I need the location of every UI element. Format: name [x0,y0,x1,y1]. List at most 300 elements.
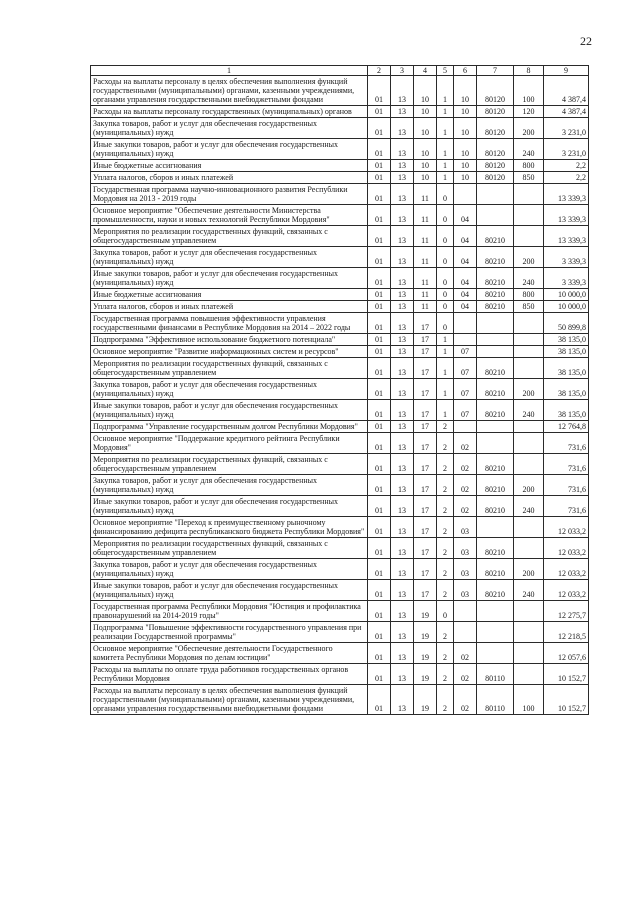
table-row [91,664,589,685]
section-code: 01 [368,454,391,475]
program-code: 11 [414,289,437,301]
subprogram-code: 2 [437,622,454,643]
table-row [91,313,589,334]
program-code: 11 [414,205,437,226]
table-row [91,301,589,313]
table-row [91,139,589,160]
subsection-code: 13 [391,400,414,421]
section-code: 01 [368,313,391,334]
expense-type-code: 200 [514,118,544,139]
event-code: 10 [454,76,477,106]
amount: 2,2 [544,172,589,184]
event-code: 04 [454,301,477,313]
direction-code [477,184,514,205]
expense-type-code [514,517,544,538]
event-code: 10 [454,139,477,160]
direction-code [477,205,514,226]
table-row [91,643,589,664]
event-code: 10 [454,106,477,118]
subprogram-code: 0 [437,601,454,622]
row-name: Подпрограмма "Эффективное использование бюджетного потенциала" [91,334,368,346]
subsection-code: 13 [391,643,414,664]
row-name: Закупка товаров, работ и услуг для обеспечения государственных (муниципальных) нужд [91,379,368,400]
section-code: 01 [368,226,391,247]
event-code: 07 [454,358,477,379]
amount: 731,6 [544,433,589,454]
subprogram-code: 2 [437,580,454,601]
row-name: Закупка товаров, работ и услуг для обеспечения государственных (муниципальных) нужд [91,559,368,580]
subprogram-code: 2 [437,433,454,454]
program-code: 17 [414,475,437,496]
subprogram-code: 1 [437,346,454,358]
subsection-code: 13 [391,172,414,184]
amount: 3 231,0 [544,139,589,160]
subsection-code: 13 [391,76,414,106]
table-row [91,172,589,184]
subprogram-code: 0 [437,313,454,334]
program-code: 17 [414,433,437,454]
table-row [91,226,589,247]
section-code: 01 [368,475,391,496]
expense-type-code: 240 [514,580,544,601]
direction-code: 80110 [477,685,514,715]
program-code: 10 [414,76,437,106]
subprogram-code: 2 [437,454,454,475]
amount: 13 339,3 [544,205,589,226]
amount: 12 764,8 [544,421,589,433]
table-header [91,66,589,76]
subprogram-code: 0 [437,247,454,268]
table-row [91,454,589,475]
column-header: 1 [91,66,368,76]
row-name: Основное мероприятие "Обеспечение деятельности Государственного комитета Республики Мордовия по делам юстиции" [91,643,368,664]
section-code: 01 [368,421,391,433]
program-code: 19 [414,643,437,664]
event-code [454,313,477,334]
expense-type-code: 100 [514,685,544,715]
table-body [91,76,589,715]
subprogram-code: 1 [437,106,454,118]
subprogram-code: 0 [437,184,454,205]
section-code: 01 [368,379,391,400]
row-name: Основное мероприятие "Переход к преимущественному рыночному финансированию дефицита республиканского бюджета Республики Мордовия" [91,517,368,538]
event-code: 04 [454,247,477,268]
subsection-code: 13 [391,184,414,205]
direction-code: 80120 [477,172,514,184]
subsection-code: 13 [391,496,414,517]
expense-type-code: 240 [514,496,544,517]
row-name: Мероприятия по реализации государственных функций, связанных с общегосударственным управлением [91,358,368,379]
table-row [91,184,589,205]
direction-code: 80120 [477,118,514,139]
subsection-code: 13 [391,301,414,313]
row-name: Подпрограмма "Управление государственным долгом Республики Мордовия" [91,421,368,433]
event-code: 10 [454,118,477,139]
table-row [91,118,589,139]
subprogram-code: 2 [437,538,454,559]
subprogram-code: 1 [437,172,454,184]
row-name: Мероприятия по реализации государственных функций, связанных с общегосударственным управлением [91,226,368,247]
expense-type-code: 200 [514,475,544,496]
row-name: Иные закупки товаров, работ и услуг для обеспечения государственных (муниципальных) нужд [91,400,368,421]
amount: 10 000,0 [544,301,589,313]
direction-code: 80210 [477,247,514,268]
expense-type-code: 240 [514,268,544,289]
event-code: 03 [454,538,477,559]
table-row [91,379,589,400]
program-code: 17 [414,559,437,580]
expense-type-code [514,643,544,664]
subprogram-code: 2 [437,559,454,580]
amount: 731,6 [544,496,589,517]
event-code: 02 [454,685,477,715]
section-code: 01 [368,643,391,664]
table-row [91,496,589,517]
section-code: 01 [368,400,391,421]
direction-code: 80210 [477,400,514,421]
subprogram-code: 1 [437,160,454,172]
table-row [91,76,589,106]
program-code: 17 [414,580,437,601]
row-name: Иные бюджетные ассигнования [91,160,368,172]
amount: 38 135,0 [544,334,589,346]
subsection-code: 13 [391,160,414,172]
amount: 3 339,3 [544,247,589,268]
amount: 12 275,7 [544,601,589,622]
event-code: 07 [454,346,477,358]
direction-code: 80120 [477,139,514,160]
column-header: 6 [454,66,477,76]
direction-code [477,346,514,358]
table-row [91,517,589,538]
section-code: 01 [368,172,391,184]
event-code: 02 [454,475,477,496]
table-row [91,580,589,601]
subsection-code: 13 [391,358,414,379]
table-row [91,475,589,496]
direction-code [477,421,514,433]
row-name: Расходы на выплаты персоналу в целях обеспечения выполнения функций государственными (муниципальными) органами, казенными учреждениями, органами управления государственными внебюджетными фондами [91,76,368,106]
expense-type-code [514,622,544,643]
page-number: 22 [580,34,592,48]
table-row [91,346,589,358]
subsection-code: 13 [391,313,414,334]
program-code: 17 [414,421,437,433]
section-code: 01 [368,601,391,622]
direction-code: 80210 [477,379,514,400]
program-code: 17 [414,454,437,475]
direction-code [477,622,514,643]
row-name: Основное мероприятие "Развитие информационных систем и ресурсов" [91,346,368,358]
amount: 10 152,7 [544,664,589,685]
table-row [91,334,589,346]
event-code: 04 [454,226,477,247]
event-code: 10 [454,160,477,172]
program-code: 11 [414,226,437,247]
program-code: 10 [414,172,437,184]
table-row [91,433,589,454]
row-name: Иные закупки товаров, работ и услуг для обеспечения государственных (муниципальных) нужд [91,580,368,601]
direction-code: 80210 [477,475,514,496]
section-code: 01 [368,268,391,289]
direction-code: 80210 [477,538,514,559]
program-code: 17 [414,400,437,421]
table-row [91,685,589,715]
row-name: Закупка товаров, работ и услуг для обеспечения государственных (муниципальных) нужд [91,247,368,268]
table-row [91,106,589,118]
table-row [91,247,589,268]
expense-type-code: 850 [514,301,544,313]
section-code: 01 [368,76,391,106]
subprogram-code: 0 [437,289,454,301]
event-code: 03 [454,559,477,580]
table-row [91,205,589,226]
row-name: Мероприятия по реализации государственных функций, связанных с общегосударственным управлением [91,538,368,559]
section-code: 01 [368,580,391,601]
subprogram-code: 0 [437,268,454,289]
event-code: 03 [454,580,477,601]
subsection-code: 13 [391,226,414,247]
direction-code: 80210 [477,358,514,379]
program-code: 11 [414,247,437,268]
subprogram-code: 2 [437,517,454,538]
row-name: Основное мероприятие "Поддержание кредитного рейтинга Республики Мордовия" [91,433,368,454]
program-code: 17 [414,538,437,559]
subsection-code: 13 [391,289,414,301]
subprogram-code: 0 [437,205,454,226]
expense-type-code: 200 [514,379,544,400]
direction-code: 80120 [477,160,514,172]
event-code: 04 [454,205,477,226]
row-name: Расходы на выплаты по оплате труда работников государственных органов Республики Мордовия [91,664,368,685]
subsection-code: 13 [391,622,414,643]
subsection-code: 13 [391,580,414,601]
row-name: Государственная программа научно-инновационного развития Республики Мордовия на 2013 - 2019 годы [91,184,368,205]
subsection-code: 13 [391,139,414,160]
expense-type-code: 800 [514,160,544,172]
program-code: 11 [414,184,437,205]
program-code: 19 [414,685,437,715]
subsection-code: 13 [391,205,414,226]
section-code: 01 [368,685,391,715]
amount: 731,6 [544,475,589,496]
expense-type-code: 850 [514,172,544,184]
expense-type-code [514,205,544,226]
section-code: 01 [368,118,391,139]
direction-code [477,334,514,346]
section-code: 01 [368,301,391,313]
program-code: 19 [414,601,437,622]
expense-type-code: 240 [514,400,544,421]
direction-code [477,643,514,664]
event-code: 02 [454,454,477,475]
event-code: 03 [454,517,477,538]
table-row [91,268,589,289]
section-code: 01 [368,334,391,346]
section-code: 01 [368,139,391,160]
row-name: Уплата налогов, сборов и иных платежей [91,301,368,313]
budget-table [90,65,589,715]
amount: 38 135,0 [544,346,589,358]
section-code: 01 [368,160,391,172]
section-code: 01 [368,346,391,358]
expense-type-code [514,664,544,685]
subprogram-code: 2 [437,496,454,517]
subsection-code: 13 [391,379,414,400]
expense-type-code: 100 [514,76,544,106]
section-code: 01 [368,247,391,268]
program-code: 17 [414,379,437,400]
table-row [91,601,589,622]
program-code: 19 [414,664,437,685]
row-name: Иные закупки товаров, работ и услуг для обеспечения государственных (муниципальных) нужд [91,268,368,289]
direction-code: 80210 [477,496,514,517]
event-code: 07 [454,400,477,421]
direction-code: 80120 [477,76,514,106]
subsection-code: 13 [391,421,414,433]
section-code: 01 [368,496,391,517]
row-name: Закупка товаров, работ и услуг для обеспечения государственных (муниципальных) нужд [91,118,368,139]
expense-type-code [514,358,544,379]
amount: 12 218,5 [544,622,589,643]
event-code [454,184,477,205]
subsection-code: 13 [391,664,414,685]
subprogram-code: 1 [437,358,454,379]
table-row [91,538,589,559]
row-name: Расходы на выплаты персоналу государственных (муниципальных) органов [91,106,368,118]
program-code: 11 [414,301,437,313]
table-row [91,421,589,433]
event-code: 02 [454,643,477,664]
subprogram-code: 0 [437,301,454,313]
expense-type-code [514,433,544,454]
event-code: 02 [454,433,477,454]
table-row [91,289,589,301]
amount: 4 387,4 [544,106,589,118]
expense-type-code [514,601,544,622]
amount: 3 339,3 [544,268,589,289]
subsection-code: 13 [391,247,414,268]
direction-code [477,313,514,334]
program-code: 10 [414,160,437,172]
column-header: 9 [544,66,589,76]
section-code: 01 [368,184,391,205]
expense-type-code [514,454,544,475]
subsection-code: 13 [391,118,414,139]
event-code: 04 [454,289,477,301]
section-code: 01 [368,289,391,301]
amount: 38 135,0 [544,379,589,400]
program-code: 17 [414,346,437,358]
row-name: Государственная программа Республики Мордовия "Юстиция и профилактика правонарушений на 2014-2019 годы" [91,601,368,622]
section-code: 01 [368,205,391,226]
subsection-code: 13 [391,433,414,454]
row-name: Иные бюджетные ассигнования [91,289,368,301]
direction-code [477,433,514,454]
direction-code: 80210 [477,289,514,301]
expense-type-code: 240 [514,139,544,160]
subprogram-code: 1 [437,76,454,106]
table-row [91,559,589,580]
amount: 10 000,0 [544,289,589,301]
direction-code: 80210 [477,268,514,289]
amount: 12 033,2 [544,538,589,559]
expense-type-code [514,184,544,205]
subsection-code: 13 [391,475,414,496]
direction-code: 80210 [477,301,514,313]
amount: 731,6 [544,454,589,475]
amount: 13 339,3 [544,226,589,247]
table-row [91,400,589,421]
amount: 10 152,7 [544,685,589,715]
column-header: 7 [477,66,514,76]
expense-type-code [514,538,544,559]
direction-code [477,601,514,622]
program-code: 10 [414,118,437,139]
program-code: 17 [414,358,437,379]
program-code: 17 [414,334,437,346]
section-code: 01 [368,538,391,559]
subsection-code: 13 [391,454,414,475]
direction-code: 80210 [477,580,514,601]
section-code: 01 [368,622,391,643]
row-name: Государственная программа повышения эффективности управления государственными финансами в Республике Мордовия на 2014 – 2022 годы [91,313,368,334]
amount: 12 057,6 [544,643,589,664]
header-row [91,66,589,76]
subprogram-code: 1 [437,400,454,421]
subsection-code: 13 [391,601,414,622]
subsection-code: 13 [391,685,414,715]
event-code [454,622,477,643]
column-header: 8 [514,66,544,76]
section-code: 01 [368,433,391,454]
amount: 50 899,8 [544,313,589,334]
direction-code: 80210 [477,454,514,475]
event-code: 02 [454,496,477,517]
section-code: 01 [368,559,391,580]
row-name: Расходы на выплаты персоналу в целях обеспечения выполнения функций государственными (муниципальными) органами, казенными учреждениями, органами управления государственными внебюджетными фондами [91,685,368,715]
subsection-code: 13 [391,517,414,538]
row-name: Подпрограмма "Повышение эффективности государственного управления при реализации Государственной программы" [91,622,368,643]
row-name: Мероприятия по реализации государственных функций, связанных с общегосударственным управлением [91,454,368,475]
amount: 4 387,4 [544,76,589,106]
row-name: Закупка товаров, работ и услуг для обеспечения государственных (муниципальных) нужд [91,475,368,496]
direction-code: 80110 [477,664,514,685]
expense-type-code [514,226,544,247]
subprogram-code: 2 [437,421,454,433]
expense-type-code: 200 [514,559,544,580]
row-name: Иные закупки товаров, работ и услуг для обеспечения государственных (муниципальных) нужд [91,139,368,160]
program-code: 19 [414,622,437,643]
event-code [454,421,477,433]
subsection-code: 13 [391,346,414,358]
subsection-code: 13 [391,559,414,580]
program-code: 10 [414,106,437,118]
table-row [91,622,589,643]
program-code: 10 [414,139,437,160]
row-name: Иные закупки товаров, работ и услуг для обеспечения государственных (муниципальных) нужд [91,496,368,517]
row-name: Уплата налогов, сборов и иных платежей [91,172,368,184]
expense-type-code [514,313,544,334]
event-code [454,601,477,622]
subprogram-code: 2 [437,643,454,664]
event-code: 07 [454,379,477,400]
table-row [91,160,589,172]
subsection-code: 13 [391,106,414,118]
column-header: 4 [414,66,437,76]
direction-code: 80210 [477,226,514,247]
column-header: 3 [391,66,414,76]
